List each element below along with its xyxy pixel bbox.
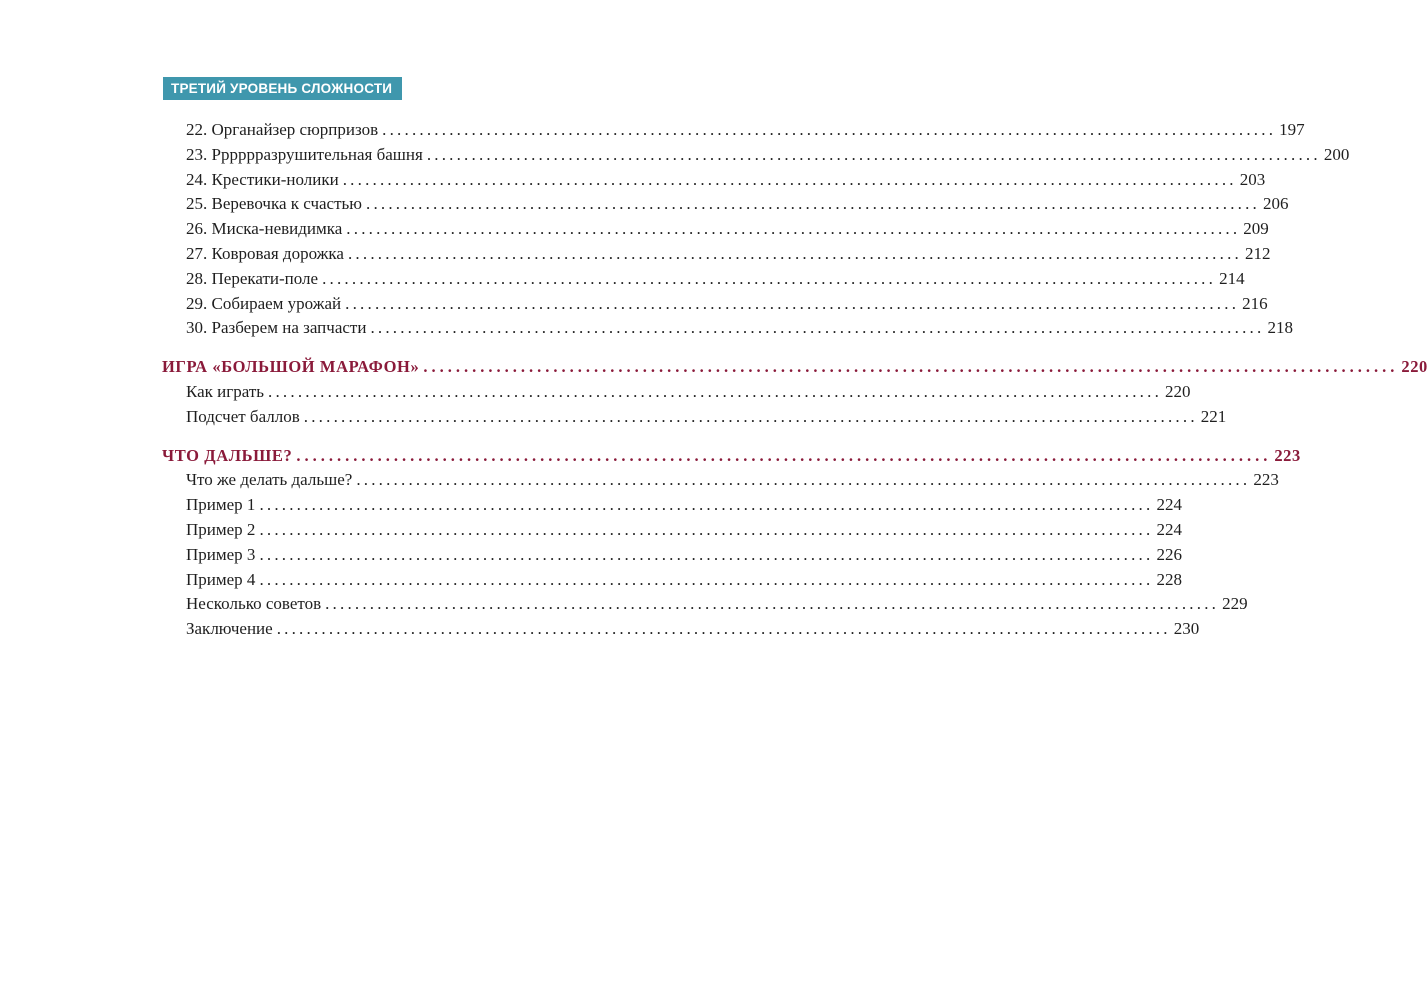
- toc-entry-title: Несколько советов: [186, 594, 322, 614]
- toc-entry[interactable]: [162, 316, 1293, 341]
- toc-entry-page: 221: [1200, 406, 1227, 426]
- dot-leader: ........................................................................................................................: [345, 293, 1240, 313]
- toc-entry-page: 200: [1323, 144, 1350, 164]
- toc-entry-page: 223: [1253, 470, 1279, 490]
- section-badge: ТРЕТИЙ УРОВЕНЬ СЛОЖНОСТИ: [163, 77, 402, 100]
- toc-entry[interactable]: [162, 242, 1271, 267]
- dot-leader: ........................................................................................................................: [296, 445, 1272, 465]
- toc-entry[interactable]: [162, 118, 1305, 143]
- dot-leader: ........................................................................................................................: [370, 318, 1265, 338]
- toc-heading-page: 223: [1274, 445, 1301, 465]
- toc-entry[interactable]: [162, 168, 1266, 193]
- toc-entry-title: Пример 4: [186, 569, 256, 589]
- toc-heading-title: ЧТО ДАЛЬШЕ?: [162, 445, 293, 465]
- toc-entry-title: Пример 3: [186, 544, 256, 564]
- toc-heading-title: ИГРА «БОЛЬШОЙ МАРАФОН»: [162, 357, 420, 377]
- dot-leader: ........................................................................................................................: [303, 406, 1198, 426]
- toc-entry[interactable]: [162, 568, 1182, 593]
- dot-leader: ........................................................................................................................: [342, 169, 1237, 189]
- toc-entry-title: 23. Рррррразрушительная башня: [186, 144, 423, 164]
- toc-group-what-next: [162, 444, 1301, 642]
- toc-entry-page: 214: [1219, 268, 1245, 288]
- toc-entry-title: 29. Собираем урожай: [186, 293, 342, 313]
- dot-leader: ........................................................................................................................: [346, 219, 1241, 239]
- dot-leader: ........................................................................................................................: [366, 194, 1260, 214]
- toc-entry[interactable]: [162, 592, 1248, 617]
- toc-entry-title: Пример 2: [186, 519, 256, 539]
- toc-heading[interactable]: [162, 355, 1428, 380]
- dot-leader: ........................................................................................................................: [382, 120, 1277, 139]
- toc-entry[interactable]: [162, 192, 1289, 217]
- toc-entry-page: 229: [1222, 594, 1248, 614]
- dot-leader: ........................................................................................................................: [259, 544, 1154, 564]
- toc-entry-page: 203: [1239, 169, 1266, 189]
- toc-entry-title: 22. Органайзер сюрпризов: [186, 120, 379, 139]
- toc-entry-title: 28. Перекати-поле: [186, 268, 319, 288]
- toc-entry[interactable]: [162, 217, 1269, 242]
- toc-entry-title: Заключение: [186, 619, 273, 639]
- toc-entry[interactable]: [162, 518, 1182, 543]
- toc-group-level-three: [162, 118, 1350, 341]
- toc-entry-title: 25. Веревочка к счастью: [186, 194, 362, 214]
- toc-entry[interactable]: [162, 380, 1191, 405]
- dot-leader: ........................................................................................................................: [259, 519, 1154, 539]
- dot-leader: ........................................................................................................................: [356, 470, 1251, 490]
- toc-entry-title: Подсчет баллов: [186, 406, 300, 426]
- dot-leader: ........................................................................................................................: [259, 569, 1154, 589]
- dot-leader: ........................................................................................................................: [426, 144, 1321, 164]
- toc-entry-page: 224: [1156, 519, 1182, 539]
- toc-entry-page: 216: [1242, 293, 1268, 313]
- toc-entry-page: 197: [1279, 120, 1305, 139]
- toc-entry-page: 206: [1263, 194, 1289, 214]
- toc-entry-title: 27. Ковровая дорожка: [186, 243, 344, 263]
- toc-entry-title: 24. Крестики-нолики: [186, 169, 339, 189]
- toc-entry[interactable]: [162, 143, 1350, 168]
- toc-entry-title: 26. Миска-невидимка: [186, 219, 343, 239]
- toc-entry[interactable]: [162, 405, 1227, 430]
- dot-leader: ........................................................................................................................: [347, 243, 1242, 263]
- toc-entry-page: 226: [1156, 544, 1182, 564]
- toc-heading-page: 220: [1401, 357, 1428, 377]
- toc-entry[interactable]: [162, 543, 1182, 568]
- toc-entry-page: 209: [1243, 219, 1269, 239]
- toc-entry-page: 224: [1156, 495, 1182, 515]
- toc-entry-page: 230: [1173, 619, 1200, 639]
- dot-leader: ........................................................................................................................: [423, 357, 1399, 377]
- toc-entry-page: 220: [1165, 381, 1191, 401]
- toc-entry[interactable]: [162, 267, 1245, 292]
- toc-entry-page: 228: [1156, 569, 1182, 589]
- toc-entry[interactable]: [162, 617, 1200, 642]
- toc-entry[interactable]: [162, 292, 1268, 317]
- dot-leader: ........................................................................................................................: [259, 495, 1154, 515]
- toc-entry-page: 218: [1267, 318, 1293, 338]
- table-of-contents: [162, 118, 1428, 642]
- dot-leader: ........................................................................................................................: [322, 268, 1217, 288]
- dot-leader: ........................................................................................................................: [268, 381, 1163, 401]
- dot-leader: ........................................................................................................................: [325, 594, 1220, 614]
- dot-leader: ........................................................................................................................: [276, 619, 1171, 639]
- toc-entry-title: 30. Разберем на запчасти: [186, 318, 367, 338]
- toc-entry[interactable]: [162, 468, 1279, 493]
- toc-heading[interactable]: [162, 444, 1301, 469]
- toc-entry-title: Как играть: [186, 381, 265, 401]
- toc-entry-title: Пример 1: [186, 495, 256, 515]
- toc-entry-title: Что же делать дальше?: [186, 470, 353, 490]
- toc-entry[interactable]: [162, 493, 1182, 518]
- toc-entry-page: 212: [1244, 243, 1271, 263]
- toc-group-marathon: [162, 355, 1428, 429]
